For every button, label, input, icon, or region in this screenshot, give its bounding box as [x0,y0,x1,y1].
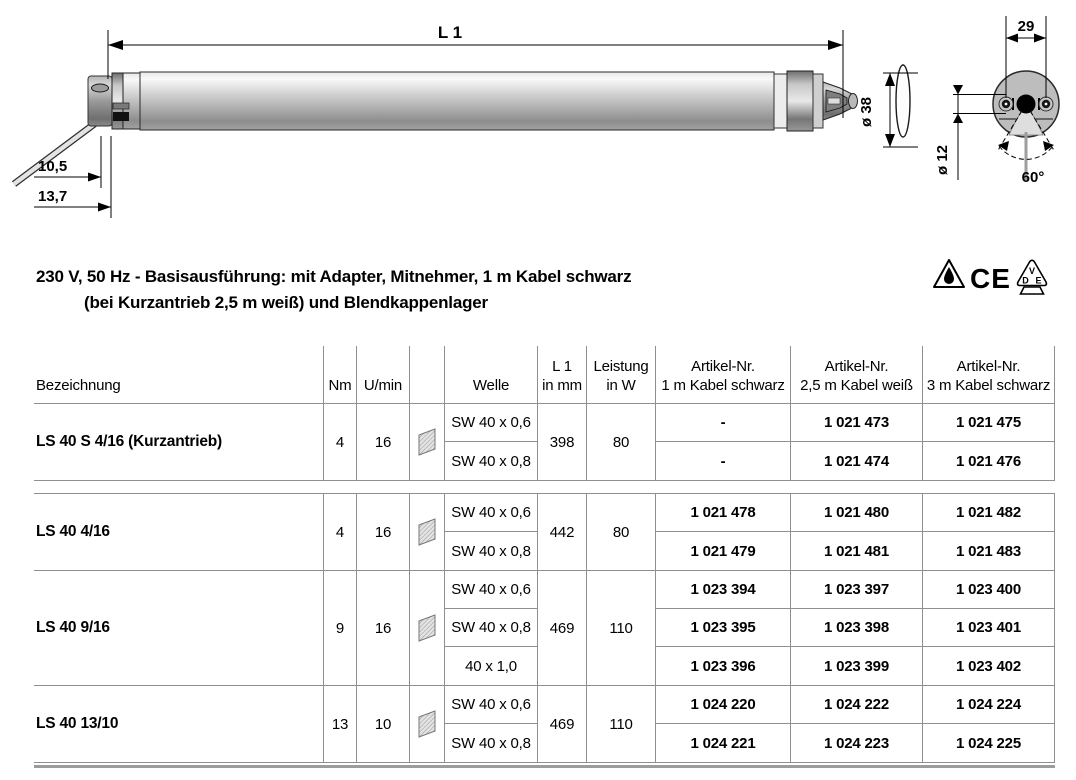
artikel-nr: 1 023 402 [923,647,1055,685]
product-name: LS 40 9/16 [34,571,324,685]
svg-text:V: V [1028,266,1036,276]
artikel-nr: 1 023 395 [656,609,791,647]
artikel-nr: 1 021 480 [791,494,923,532]
vde-mark-icon [1018,260,1047,294]
artikel-nr: 1 021 478 [656,494,791,532]
dim-29-label: 29 [1017,18,1035,35]
artikel-nr: - [656,404,791,442]
nm-value: 4 [324,494,357,570]
welle-value: SW 40 x 0,8 [445,442,538,480]
header-l1: L 1 in mm [538,346,587,403]
certification-icons [933,256,1051,298]
svg-text:E: E [1035,275,1042,286]
ce-mark-icon: CE [970,263,1011,294]
header-nm: Nm [324,346,357,403]
l1-value: 442 [538,494,587,570]
shaft-profile-icon [410,686,445,762]
welle-value: SW 40 x 0,8 [445,609,538,647]
leistung-value: 80 [587,494,656,570]
artikel-nr: 1 023 401 [923,609,1055,647]
header-umin: U/min [357,346,410,403]
welle-value: SW 40 x 0,6 [445,686,538,724]
header-welle: Welle [445,346,538,403]
dim-137-label: 13,7 [38,188,68,205]
welle-value: SW 40 x 0,8 [445,724,538,762]
artikel-nr: 1 021 482 [923,494,1055,532]
leistung-value: 110 [587,571,656,685]
artikel-nr: 1 023 398 [791,609,923,647]
table-block-ls40s-4-16 [34,404,1055,481]
table-bottom-rule [34,765,1055,768]
artikel-nr: 1 021 474 [791,442,923,480]
nm-value: 13 [324,686,357,762]
welle-value: SW 40 x 0,6 [445,404,538,442]
artikel-nr: 1 021 476 [923,442,1055,480]
leistung-value: 110 [587,686,656,762]
artikel-nr: 1 024 221 [656,724,791,762]
header-icon-col [410,346,445,403]
header-leistung: Leistung in W [587,346,656,403]
adapter-wheel-edge [896,65,910,137]
product-name: LS 40 4/16 [34,494,324,570]
umin-value: 10 [357,686,410,762]
screw-hole-right [1039,97,1053,111]
artikel-nr: - [656,442,791,480]
product-name: LS 40 13/10 [34,686,324,762]
artikel-nr: 1 023 399 [791,647,923,685]
artikel-nr: 1 023 400 [923,571,1055,609]
header-artikel-1m: Artikel-Nr. 1 m Kabel schwarz [656,346,791,403]
artikel-nr: 1 021 473 [791,404,923,442]
l1-value: 469 [538,571,587,685]
dim-105-label: 10,5 [38,158,68,175]
umin-value: 16 [357,571,410,685]
artikel-nr: 1 023 394 [656,571,791,609]
shaft-profile-icon [410,494,445,570]
table-block-ls40-13-10 [34,685,1055,763]
section-gap [34,481,1055,493]
artikel-nr: 1 021 479 [656,532,791,570]
shaft-profile-icon [410,571,445,685]
motor-side-view [88,65,910,137]
artikel-nr: 1 024 220 [656,686,791,724]
artikel-nr: 1 021 483 [923,532,1055,570]
header-artikel-3m: Artikel-Nr. 3 m Kabel schwarz [923,346,1055,403]
spec-subline: (bei Kurzantrieb 2,5 m weiß) und Blendkappenlager [84,293,488,312]
dim-dia38-label: ø 38 [858,96,875,128]
table-header [34,346,1055,404]
umin-value: 16 [357,494,410,570]
svg-text:D: D [1022,275,1029,286]
nm-value: 9 [324,571,357,685]
l1-value: 398 [538,404,587,480]
product-name: LS 40 S 4/16 (Kurzantrieb) [34,404,324,480]
table-block-ls40-9-16 [34,570,1055,685]
l1-value: 469 [538,686,587,762]
spec-headline: 230 V, 50 Hz - Basisausführung: mit Adapter, Mitnehmer, 1 m Kabel schwarz [36,267,632,286]
splashproof-icon [934,260,964,287]
artikel-nr: 1 021 481 [791,532,923,570]
welle-value: SW 40 x 0,8 [445,532,538,570]
artikel-nr: 1 021 475 [923,404,1055,442]
nm-value: 4 [324,404,357,480]
artikel-nr: 1 023 397 [791,571,923,609]
leistung-value: 80 [587,404,656,480]
artikel-nr: 1 023 396 [656,647,791,685]
artikel-nr: 1 024 223 [791,724,923,762]
artikel-nr: 1 024 222 [791,686,923,724]
artikel-nr: 1 024 225 [923,724,1055,762]
header-bezeichnung: Bezeichnung [34,346,324,403]
technical-drawing [0,0,1076,240]
dim-dia12-label: ø 12 [934,144,951,176]
dim-60-label: 60° [1021,169,1045,186]
umin-value: 16 [357,404,410,480]
screw-hole-left [999,97,1013,111]
shaft-profile-icon [410,404,445,480]
welle-value: SW 40 x 0,6 [445,571,538,609]
table-block-ls40-4-16 [34,493,1055,570]
welle-value: SW 40 x 0,6 [445,494,538,532]
dimension-105-137 [34,136,111,218]
product-table [34,346,1055,768]
dim-l1-label: L 1 [437,23,463,42]
artikel-nr: 1 024 224 [923,686,1055,724]
welle-value: 40 x 1,0 [445,647,538,685]
header-artikel-25m: Artikel-Nr. 2,5 m Kabel weiß [791,346,923,403]
